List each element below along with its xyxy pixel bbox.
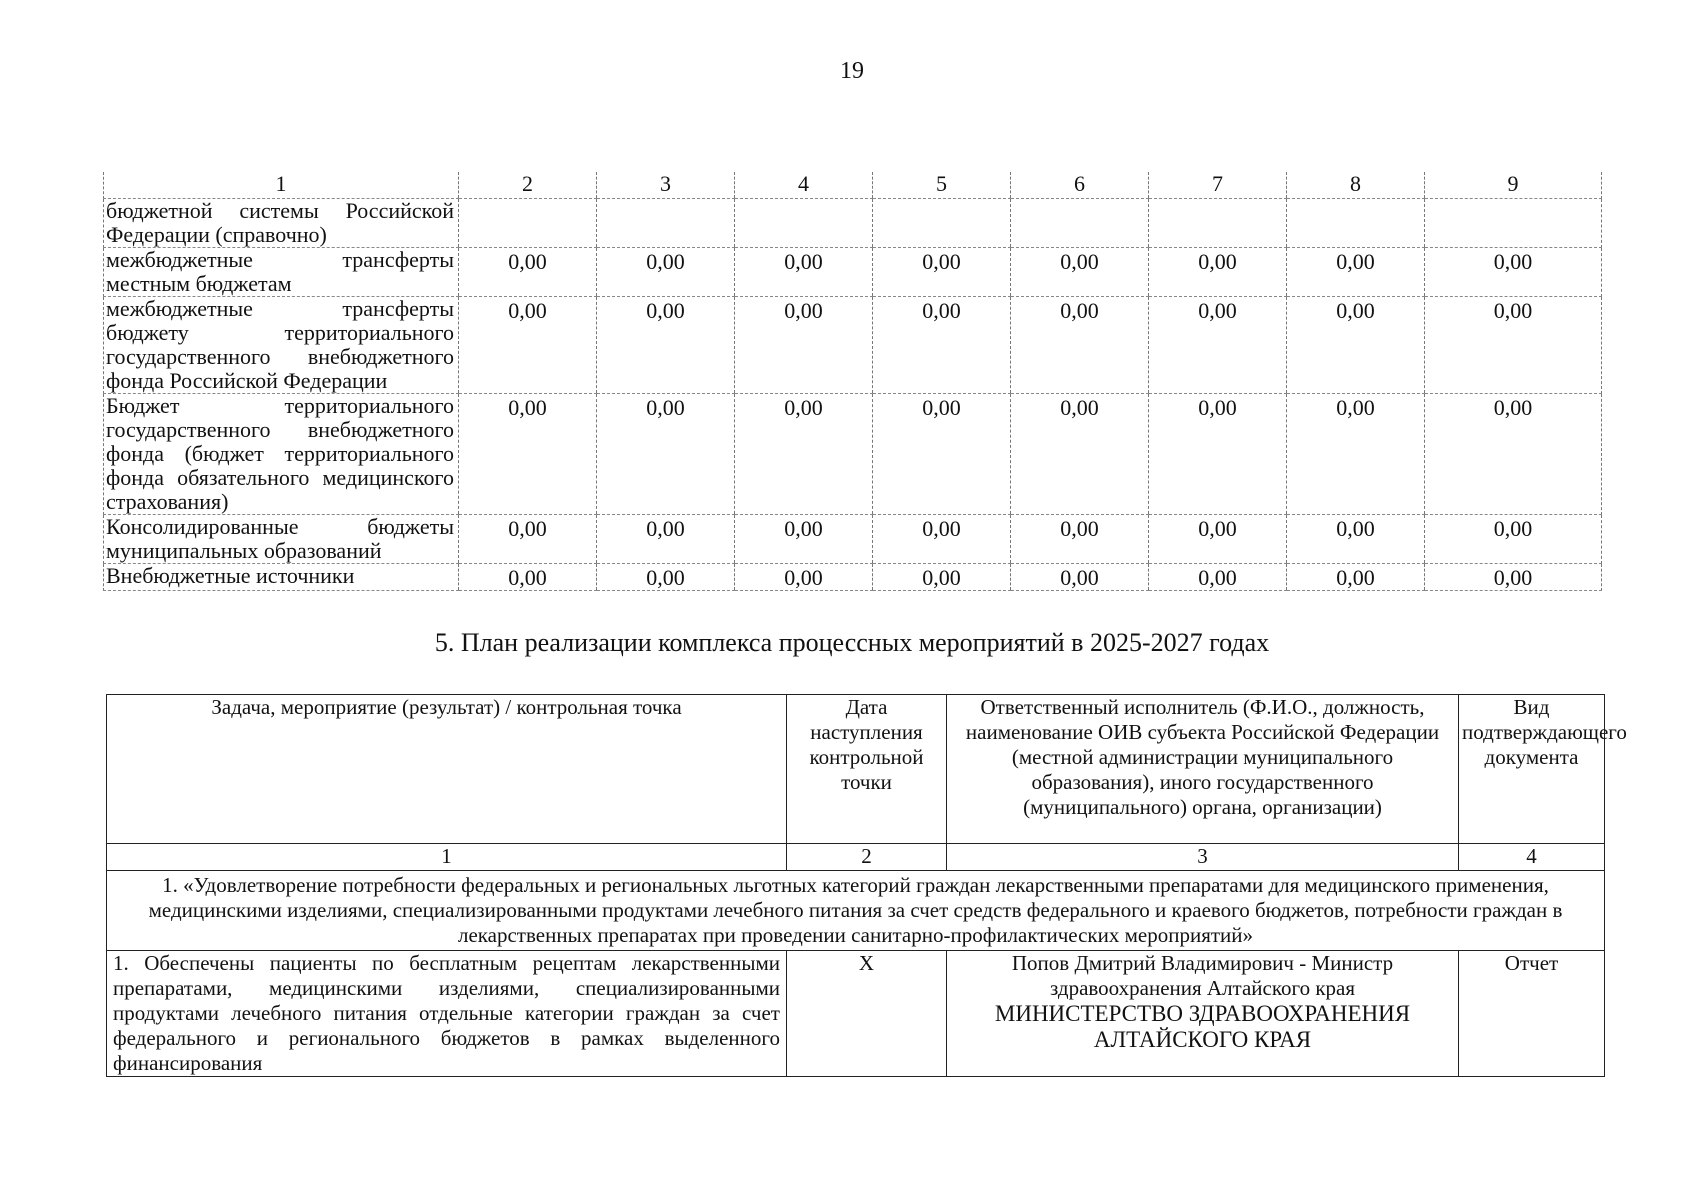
value-cell: 0,00: [459, 394, 597, 515]
value-cell: [1011, 199, 1149, 248]
col-header: 5: [873, 172, 1011, 199]
col-header: 3: [597, 172, 735, 199]
page-number: 19: [840, 58, 864, 84]
plan-column-numbers-row: [107, 844, 1605, 871]
value-cell: 0,00: [597, 248, 735, 297]
finance-table: [103, 172, 1602, 591]
value-cell: 0,00: [1149, 394, 1287, 515]
table-row: [104, 515, 1602, 564]
table-row: [104, 394, 1602, 515]
col-header: 1: [104, 172, 459, 199]
column-number: 1: [107, 844, 787, 871]
task-title: 1. «Удовлетворение потребности федеральных и региональных льготных категорий граждан лекарственными препаратами для медицинского применения, медицинскими изделиями, специализированными продуктами лечебного питания за счет средств федерального и краевого бюджетов, потребности граждан в лекарственных препаратах при проведении санитарно-профилактических мероприятий»: [107, 871, 1605, 951]
finance-header-row: [104, 172, 1602, 199]
value-cell: 0,00: [1287, 297, 1425, 394]
value-cell: 0,00: [735, 515, 873, 564]
value-cell: 0,00: [597, 394, 735, 515]
task-row: [107, 871, 1605, 951]
value-cell: 0,00: [1011, 515, 1149, 564]
value-cell: 0,00: [597, 297, 735, 394]
row-label: межбюджетные трансферты бюджету территориального государственного внебюджетного фонда Российской Федерации: [104, 297, 459, 394]
value-cell: [1149, 199, 1287, 248]
value-cell: 0,00: [735, 297, 873, 394]
value-cell: 0,00: [1425, 297, 1602, 394]
value-cell: 0,00: [1011, 394, 1149, 515]
col-header: 7: [1149, 172, 1287, 199]
table-row: [104, 297, 1602, 394]
column-number: 2: [787, 844, 947, 871]
value-cell: 0,00: [1287, 394, 1425, 515]
value-cell: 0,00: [1149, 515, 1287, 564]
value-cell: [1287, 199, 1425, 248]
plan-table: [106, 694, 1627, 1077]
value-cell: 0,00: [1011, 564, 1149, 591]
header-document: Вид подтверждающего документа: [1459, 695, 1605, 844]
header-task: Задача, мероприятие (результат) / контрольная точка: [107, 695, 787, 844]
value-cell: 0,00: [873, 515, 1011, 564]
col-header: 6: [1011, 172, 1149, 199]
col-header: 4: [735, 172, 873, 199]
value-cell: 0,00: [459, 564, 597, 591]
row-label: Бюджет территориального государственного внебюджетного фонда (бюджет территориального фонда обязательного медицинского страхования): [104, 394, 459, 515]
plan-header-row: [107, 695, 1605, 844]
table-row: [104, 564, 1602, 591]
row-label: Внебюджетные источники: [104, 564, 459, 591]
value-cell: [735, 199, 873, 248]
value-cell: 0,00: [1425, 248, 1602, 297]
date-cell: X: [787, 951, 947, 1077]
value-cell: 0,00: [597, 564, 735, 591]
value-cell: 0,00: [597, 515, 735, 564]
value-cell: 0,00: [1287, 515, 1425, 564]
value-cell: [873, 199, 1011, 248]
value-cell: 0,00: [1425, 564, 1602, 591]
value-cell: [597, 199, 735, 248]
document-cell: Отчет: [1459, 951, 1605, 1077]
value-cell: 0,00: [1287, 564, 1425, 591]
executive-cell: [947, 951, 1459, 1077]
value-cell: 0,00: [873, 564, 1011, 591]
measure-cell: 1. Обеспечены пациенты по бесплатным рецептам лекарственными препаратами, медицинскими изделиями, специализированными продуктами лечебного питания отдельные категории граждан за счет федерального и регионального бюджетов в рамках выделенного финансирования: [107, 951, 787, 1077]
value-cell: 0,00: [735, 248, 873, 297]
value-cell: 0,00: [459, 515, 597, 564]
row-label: Консолидированные бюджеты муниципальных образований: [104, 515, 459, 564]
ministry-name: МИНИСТЕРСТВО ЗДРАВООХРАНЕНИЯ АЛТАЙСКОГО КРАЯ: [994, 1001, 1411, 1052]
row-label: бюджетной системы Российской Федерации (справочно): [104, 199, 459, 248]
value-cell: [459, 199, 597, 248]
value-cell: 0,00: [459, 248, 597, 297]
value-cell: 0,00: [1149, 297, 1287, 394]
table-row: [107, 951, 1605, 1077]
value-cell: 0,00: [735, 394, 873, 515]
value-cell: 0,00: [1425, 394, 1602, 515]
table-row: [104, 248, 1602, 297]
value-cell: 0,00: [1149, 564, 1287, 591]
col-header: 9: [1425, 172, 1602, 199]
col-header: 2: [459, 172, 597, 199]
header-executive: Ответственный исполнитель (Ф.И.О., должность, наименование ОИВ субъекта Российской Федерации (местной администрации муниципального образования), иного государственного (муниципального) органа, организации): [947, 695, 1459, 844]
row-label: межбюджетные трансферты местным бюджетам: [104, 248, 459, 297]
table-row: [104, 199, 1602, 248]
section-title: 5. План реализации комплекса процессных мероприятий в 2025-2027 годах: [434, 628, 1270, 657]
header-date: Дата наступления контрольной точки: [787, 695, 947, 844]
column-number: 3: [947, 844, 1459, 871]
value-cell: 0,00: [1011, 248, 1149, 297]
value-cell: [1425, 199, 1602, 248]
value-cell: 0,00: [1011, 297, 1149, 394]
value-cell: 0,00: [873, 394, 1011, 515]
column-number: 4: [1459, 844, 1605, 871]
value-cell: 0,00: [1287, 248, 1425, 297]
executive-name: Попов Дмитрий Владимирович - Министр здравоохранения Алтайского края: [1011, 951, 1394, 1000]
value-cell: 0,00: [1425, 515, 1602, 564]
value-cell: 0,00: [873, 248, 1011, 297]
value-cell: 0,00: [459, 297, 597, 394]
value-cell: 0,00: [1149, 248, 1287, 297]
value-cell: 0,00: [735, 564, 873, 591]
col-header: 8: [1287, 172, 1425, 199]
value-cell: 0,00: [873, 297, 1011, 394]
